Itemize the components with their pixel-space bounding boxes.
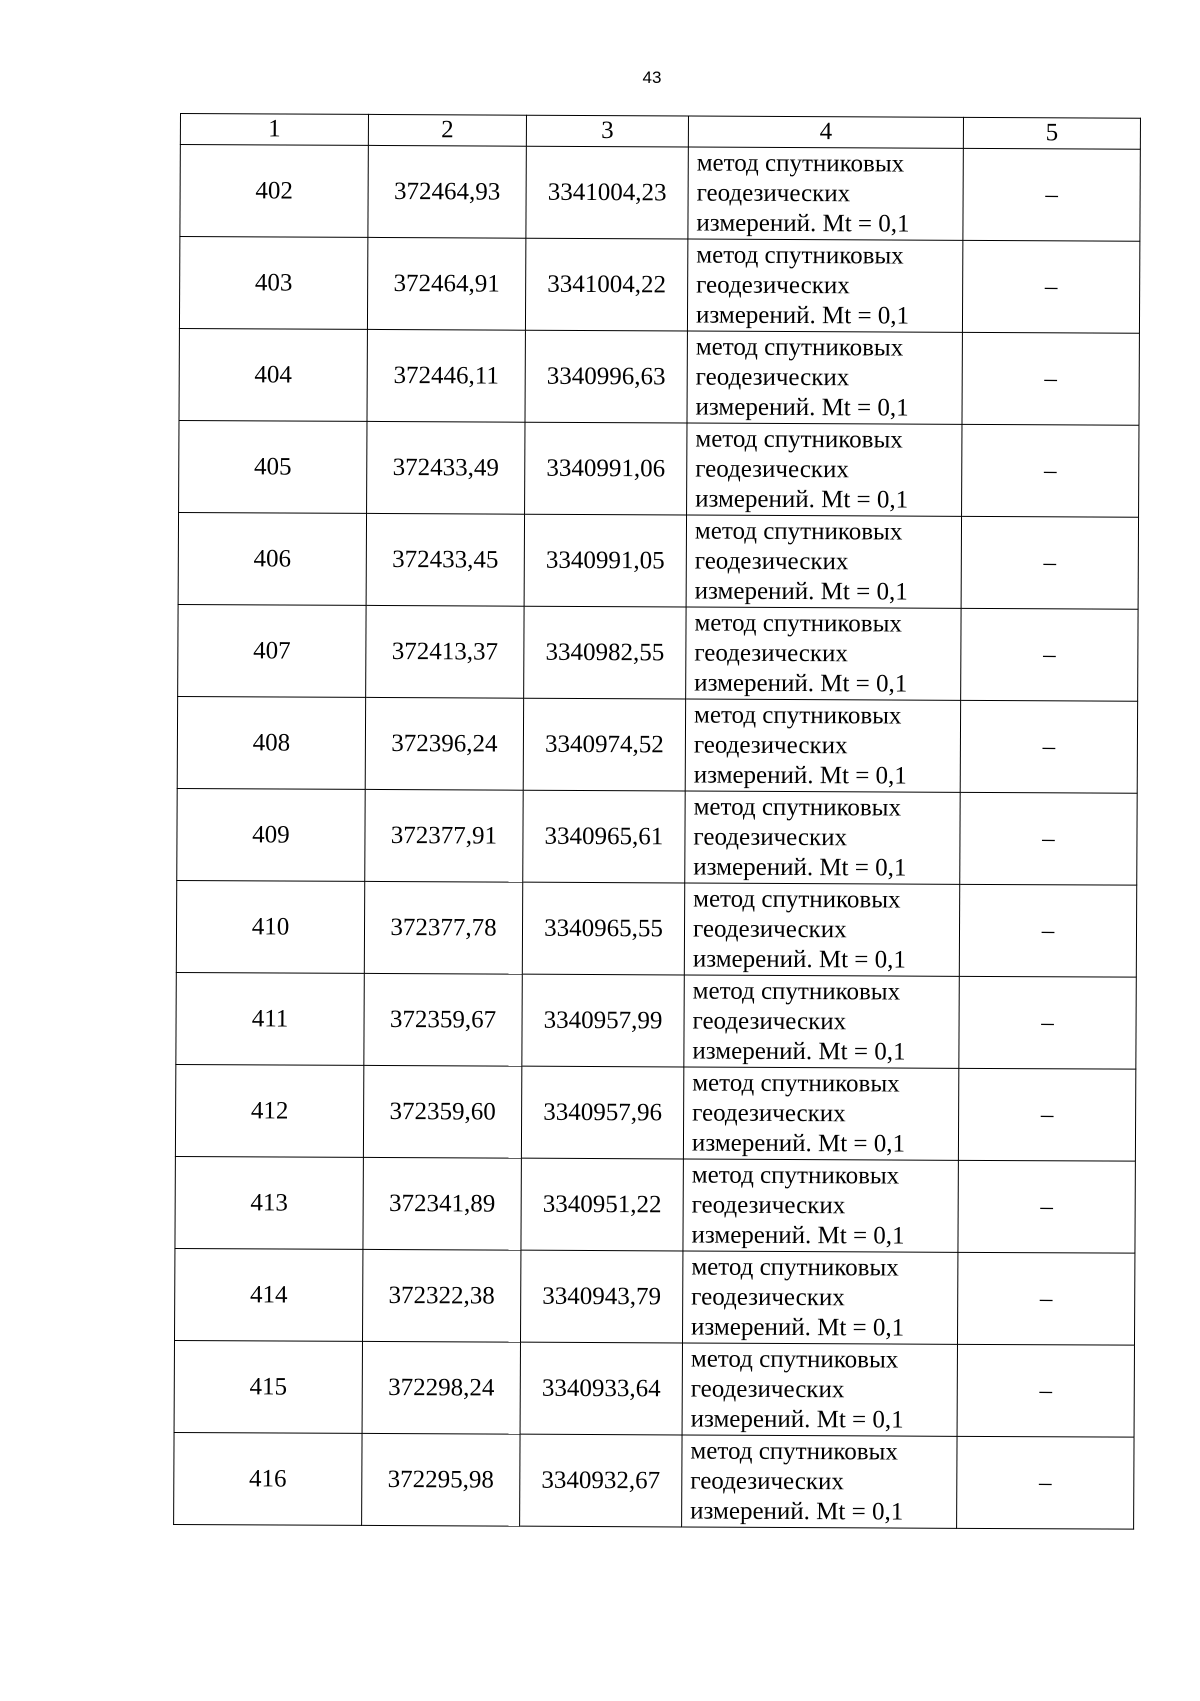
- x-coordinate-cell: 372359,60: [363, 1065, 521, 1158]
- table-row: [178, 604, 1138, 701]
- method-line: метод спутниковых: [690, 1345, 899, 1374]
- method-line: метод спутниковых: [693, 793, 902, 822]
- point-number-cell: 405: [179, 420, 367, 513]
- point-number-cell: 402: [180, 145, 368, 238]
- table-row: [174, 1340, 1134, 1437]
- method-cell: [685, 791, 960, 884]
- method-line: геодезических: [691, 1283, 845, 1311]
- method-line: геодезических: [693, 823, 848, 851]
- note-cell: –: [959, 976, 1136, 1069]
- method-line: метод спутниковых: [692, 1069, 900, 1098]
- note-cell: –: [962, 424, 1139, 517]
- table-row: [177, 696, 1137, 793]
- table-row: [176, 972, 1136, 1069]
- method-line: метод спутниковых: [694, 517, 903, 546]
- x-coordinate-cell: 372446,11: [367, 329, 525, 422]
- method-line: геодезических: [695, 455, 849, 483]
- y-coordinate-cell: 3341004,22: [525, 238, 687, 331]
- page-number: 43: [642, 68, 662, 87]
- x-coordinate-cell: 372433,49: [367, 421, 525, 514]
- point-number-cell: 403: [179, 237, 367, 330]
- point-number-cell: 406: [178, 512, 366, 605]
- method-line: измерений. Mt = 0,1: [695, 301, 910, 330]
- method-line: метод спутниковых: [693, 885, 901, 914]
- note-cell: –: [958, 1068, 1135, 1161]
- method-line: метод спутниковых: [691, 1253, 899, 1282]
- y-coordinate-cell: 3341004,23: [526, 146, 688, 239]
- x-coordinate-cell: 372396,24: [365, 697, 523, 790]
- method-line: метод спутниковых: [692, 977, 901, 1006]
- method-line: измерений. Mt = 0,1: [694, 577, 908, 606]
- point-number-cell: 415: [174, 1340, 362, 1433]
- table-row: [174, 1432, 1134, 1529]
- note-cell: –: [961, 516, 1138, 609]
- method-line: метод спутниковых: [696, 149, 905, 178]
- point-number-cell: 414: [175, 1248, 363, 1341]
- table-row: [180, 145, 1140, 242]
- method-line: геодезических: [694, 639, 849, 667]
- method-line: метод спутниковых: [695, 333, 904, 362]
- method-line: измерений. Mt = 0,1: [695, 393, 909, 422]
- method-cell: [683, 1067, 958, 1160]
- method-cell: [683, 1159, 958, 1252]
- note-cell: –: [960, 700, 1137, 793]
- method-line: геодезических: [692, 915, 847, 943]
- method-line: измерений. Mt = 0,1: [693, 853, 907, 882]
- method-line: метод спутниковых: [691, 1161, 900, 1190]
- note-cell: –: [963, 148, 1140, 241]
- method-cell: [688, 147, 963, 240]
- column-header-3: 3: [526, 115, 688, 147]
- y-coordinate-cell: 3340991,06: [525, 422, 687, 515]
- note-cell: –: [958, 1160, 1135, 1253]
- method-line: измерений. Mt = 0,1: [693, 761, 907, 790]
- point-number-cell: 409: [177, 788, 365, 881]
- method-line: метод спутниковых: [696, 241, 904, 270]
- x-coordinate-cell: 372295,98: [362, 1433, 520, 1526]
- y-coordinate-cell: 3340943,79: [520, 1250, 682, 1343]
- x-coordinate-cell: 372298,24: [362, 1341, 520, 1434]
- x-coordinate-cell: 372433,45: [366, 513, 524, 606]
- coordinates-table: [173, 113, 1141, 1530]
- point-number-cell: 410: [176, 880, 364, 973]
- point-number-cell: 413: [175, 1156, 363, 1249]
- table-row: [179, 328, 1139, 425]
- column-header-5: 5: [963, 117, 1140, 149]
- method-line: измерений. Mt = 0,1: [696, 209, 910, 238]
- method-cell: [684, 975, 959, 1068]
- point-number-cell: 416: [174, 1432, 362, 1525]
- method-line: метод спутниковых: [694, 609, 902, 638]
- method-line: геодезических: [690, 1375, 845, 1403]
- note-cell: –: [962, 332, 1139, 425]
- method-line: измерений. Mt = 0,1: [690, 1405, 904, 1434]
- point-number-cell: 412: [175, 1064, 363, 1157]
- table-row: [176, 880, 1136, 977]
- table-row: [175, 1248, 1135, 1345]
- point-number-cell: 408: [177, 696, 365, 789]
- method-line: геодезических: [693, 731, 848, 759]
- y-coordinate-cell: 3340957,99: [522, 974, 684, 1067]
- method-line: метод спутниковых: [695, 425, 903, 454]
- method-line: геодезических: [690, 1467, 844, 1495]
- method-cell: [682, 1435, 957, 1528]
- method-cell: [686, 607, 961, 700]
- y-coordinate-cell: 3340965,61: [523, 790, 685, 883]
- method-line: измерений. Mt = 0,1: [695, 485, 909, 514]
- table-row: [177, 788, 1137, 885]
- method-cell: [682, 1343, 957, 1436]
- table-row: [175, 1064, 1135, 1161]
- table-row: [179, 420, 1139, 517]
- table-body: [174, 145, 1141, 1530]
- method-line: метод спутниковых: [694, 701, 902, 730]
- method-line: измерений. Mt = 0,1: [691, 1129, 906, 1158]
- method-line: измерений. Mt = 0,1: [692, 945, 907, 974]
- method-cell: [687, 239, 962, 332]
- y-coordinate-cell: 3340957,96: [521, 1066, 683, 1159]
- method-line: измерений. Mt = 0,1: [692, 1037, 906, 1066]
- table-row: [179, 237, 1139, 334]
- y-coordinate-cell: 3340982,55: [524, 606, 686, 699]
- column-header-4: 4: [688, 116, 963, 148]
- method-line: метод спутниковых: [690, 1437, 898, 1466]
- y-coordinate-cell: 3340974,52: [523, 698, 685, 791]
- x-coordinate-cell: 372377,91: [365, 789, 523, 882]
- table-row: [178, 512, 1138, 609]
- x-coordinate-cell: 372341,89: [363, 1157, 521, 1250]
- table-header-row: [180, 114, 1140, 150]
- method-line: геодезических: [696, 271, 850, 299]
- method-cell: [687, 423, 962, 516]
- y-coordinate-cell: 3340951,22: [521, 1158, 683, 1251]
- method-line: измерений. Mt = 0,1: [691, 1313, 905, 1342]
- method-line: геодезических: [696, 179, 851, 207]
- note-cell: –: [957, 1252, 1134, 1345]
- method-line: геодезических: [694, 547, 849, 575]
- note-cell: –: [957, 1436, 1134, 1529]
- note-cell: –: [959, 884, 1136, 977]
- method-line: измерений. Mt = 0,1: [690, 1497, 904, 1526]
- method-line: геодезических: [692, 1099, 846, 1127]
- method-line: измерений. Mt = 0,1: [691, 1221, 905, 1250]
- x-coordinate-cell: 372359,67: [364, 973, 522, 1066]
- note-cell: –: [957, 1344, 1134, 1437]
- x-coordinate-cell: 372322,38: [362, 1249, 520, 1342]
- method-line: геодезических: [691, 1191, 846, 1219]
- method-cell: [687, 331, 962, 424]
- column-header-1: 1: [180, 114, 368, 146]
- y-coordinate-cell: 3340933,64: [520, 1342, 682, 1435]
- point-number-cell: 407: [178, 604, 366, 697]
- method-line: геодезических: [692, 1007, 847, 1035]
- method-cell: [686, 515, 961, 608]
- method-line: измерений. Mt = 0,1: [694, 669, 908, 698]
- x-coordinate-cell: 372464,93: [368, 145, 526, 238]
- y-coordinate-cell: 3340996,63: [525, 330, 687, 423]
- column-header-2: 2: [368, 114, 526, 146]
- point-number-cell: 411: [176, 972, 364, 1065]
- x-coordinate-cell: 372464,91: [367, 237, 525, 330]
- x-coordinate-cell: 372377,78: [364, 881, 522, 974]
- method-cell: [685, 699, 960, 792]
- table-row: [175, 1156, 1135, 1253]
- note-cell: –: [961, 608, 1138, 701]
- method-cell: [684, 883, 959, 976]
- note-cell: –: [962, 240, 1139, 333]
- y-coordinate-cell: 3340991,05: [524, 514, 686, 607]
- x-coordinate-cell: 372413,37: [366, 605, 524, 698]
- point-number-cell: 404: [179, 328, 367, 421]
- y-coordinate-cell: 3340965,55: [522, 882, 684, 975]
- note-cell: –: [960, 792, 1137, 885]
- method-cell: [682, 1251, 957, 1344]
- y-coordinate-cell: 3340932,67: [520, 1434, 682, 1527]
- method-line: геодезических: [695, 363, 850, 391]
